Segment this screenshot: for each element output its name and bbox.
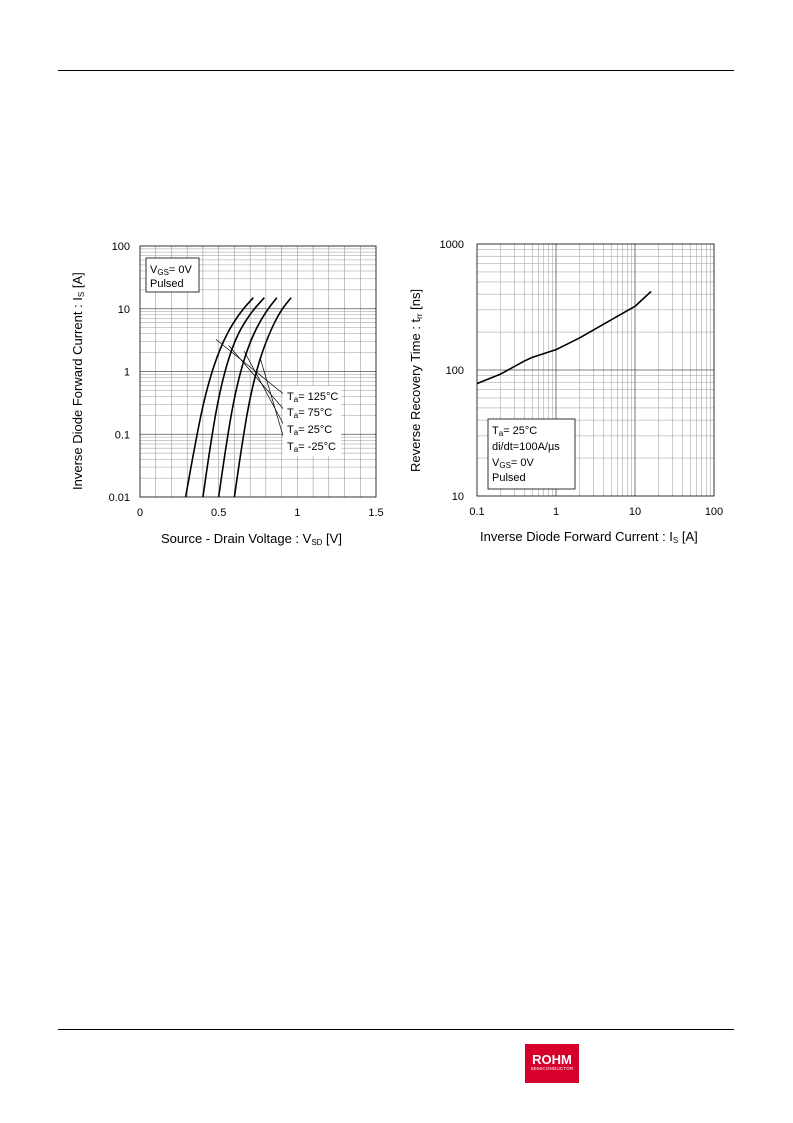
rohm-logo <box>525 1044 579 1083</box>
y-tick-label: 100 <box>445 365 464 377</box>
chart2-condition-0: Ta= 25°C <box>492 425 538 438</box>
logo-wordmark: ROHM <box>532 1052 572 1067</box>
y-tick-label: 1 <box>123 366 130 379</box>
chart1-condition-1: Pulsed <box>150 278 184 290</box>
chart2-yticks <box>440 239 464 503</box>
y-tick-label: 10 <box>117 303 130 316</box>
chart2-condition-2: VGS= 0V <box>492 457 534 470</box>
y-tick-label: 10 <box>451 491 464 503</box>
x-tick-label: 0.1 <box>469 506 485 518</box>
x-tick-label: 0 <box>136 507 144 519</box>
chart1-legend-minus25c: Ta= -25°C <box>287 441 336 454</box>
leader-line-1 <box>229 345 286 412</box>
chart2-condition-3: Pulsed <box>492 472 526 484</box>
y-tick-label: 0.1 <box>114 429 130 442</box>
x-tick-label: 1 <box>294 507 301 519</box>
x-tick-label: 1 <box>552 506 560 518</box>
leader-line-3 <box>260 357 286 446</box>
chart2-xticks <box>469 506 723 518</box>
chart1-condition-0: VGS= 0V <box>150 264 192 277</box>
x-tick-label: 0.5 <box>211 507 227 519</box>
x-tick-label: 1.5 <box>368 507 384 519</box>
y-tick-label: 100 <box>111 241 130 253</box>
chart1-y-axis-label: Inverse Diode Forward Current : IS [A] <box>70 272 86 490</box>
chart-forward-current <box>70 241 384 547</box>
chart1-yticks <box>109 241 130 504</box>
x-tick-label: 10 <box>628 506 642 518</box>
y-tick-label: 1000 <box>439 239 464 251</box>
logo-subtitle: SEMICONDUCTOR <box>530 1066 574 1071</box>
chart1-xticks <box>137 507 384 519</box>
chart2-x-axis-label: Inverse Diode Forward Current : IS [A] <box>480 529 698 545</box>
chart1-x-axis-label: Source - Drain Voltage : VSD [V] <box>161 531 342 547</box>
x-tick-label: 100 <box>704 506 724 518</box>
y-tick-label: 0.01 <box>108 492 130 504</box>
chart2-y-axis-label: Reverse Recovery Time : trr [ns] <box>408 288 424 472</box>
chart1-legend-75c: Ta= 75°C <box>287 407 333 420</box>
chart2-condition-1: di/dt=100A/µs <box>492 441 560 453</box>
chart1-legend-25c: Ta= 25°C <box>287 424 333 437</box>
chart-reverse-recovery <box>408 239 723 545</box>
chart1-legend-125c: Ta= 125°C <box>287 391 339 404</box>
